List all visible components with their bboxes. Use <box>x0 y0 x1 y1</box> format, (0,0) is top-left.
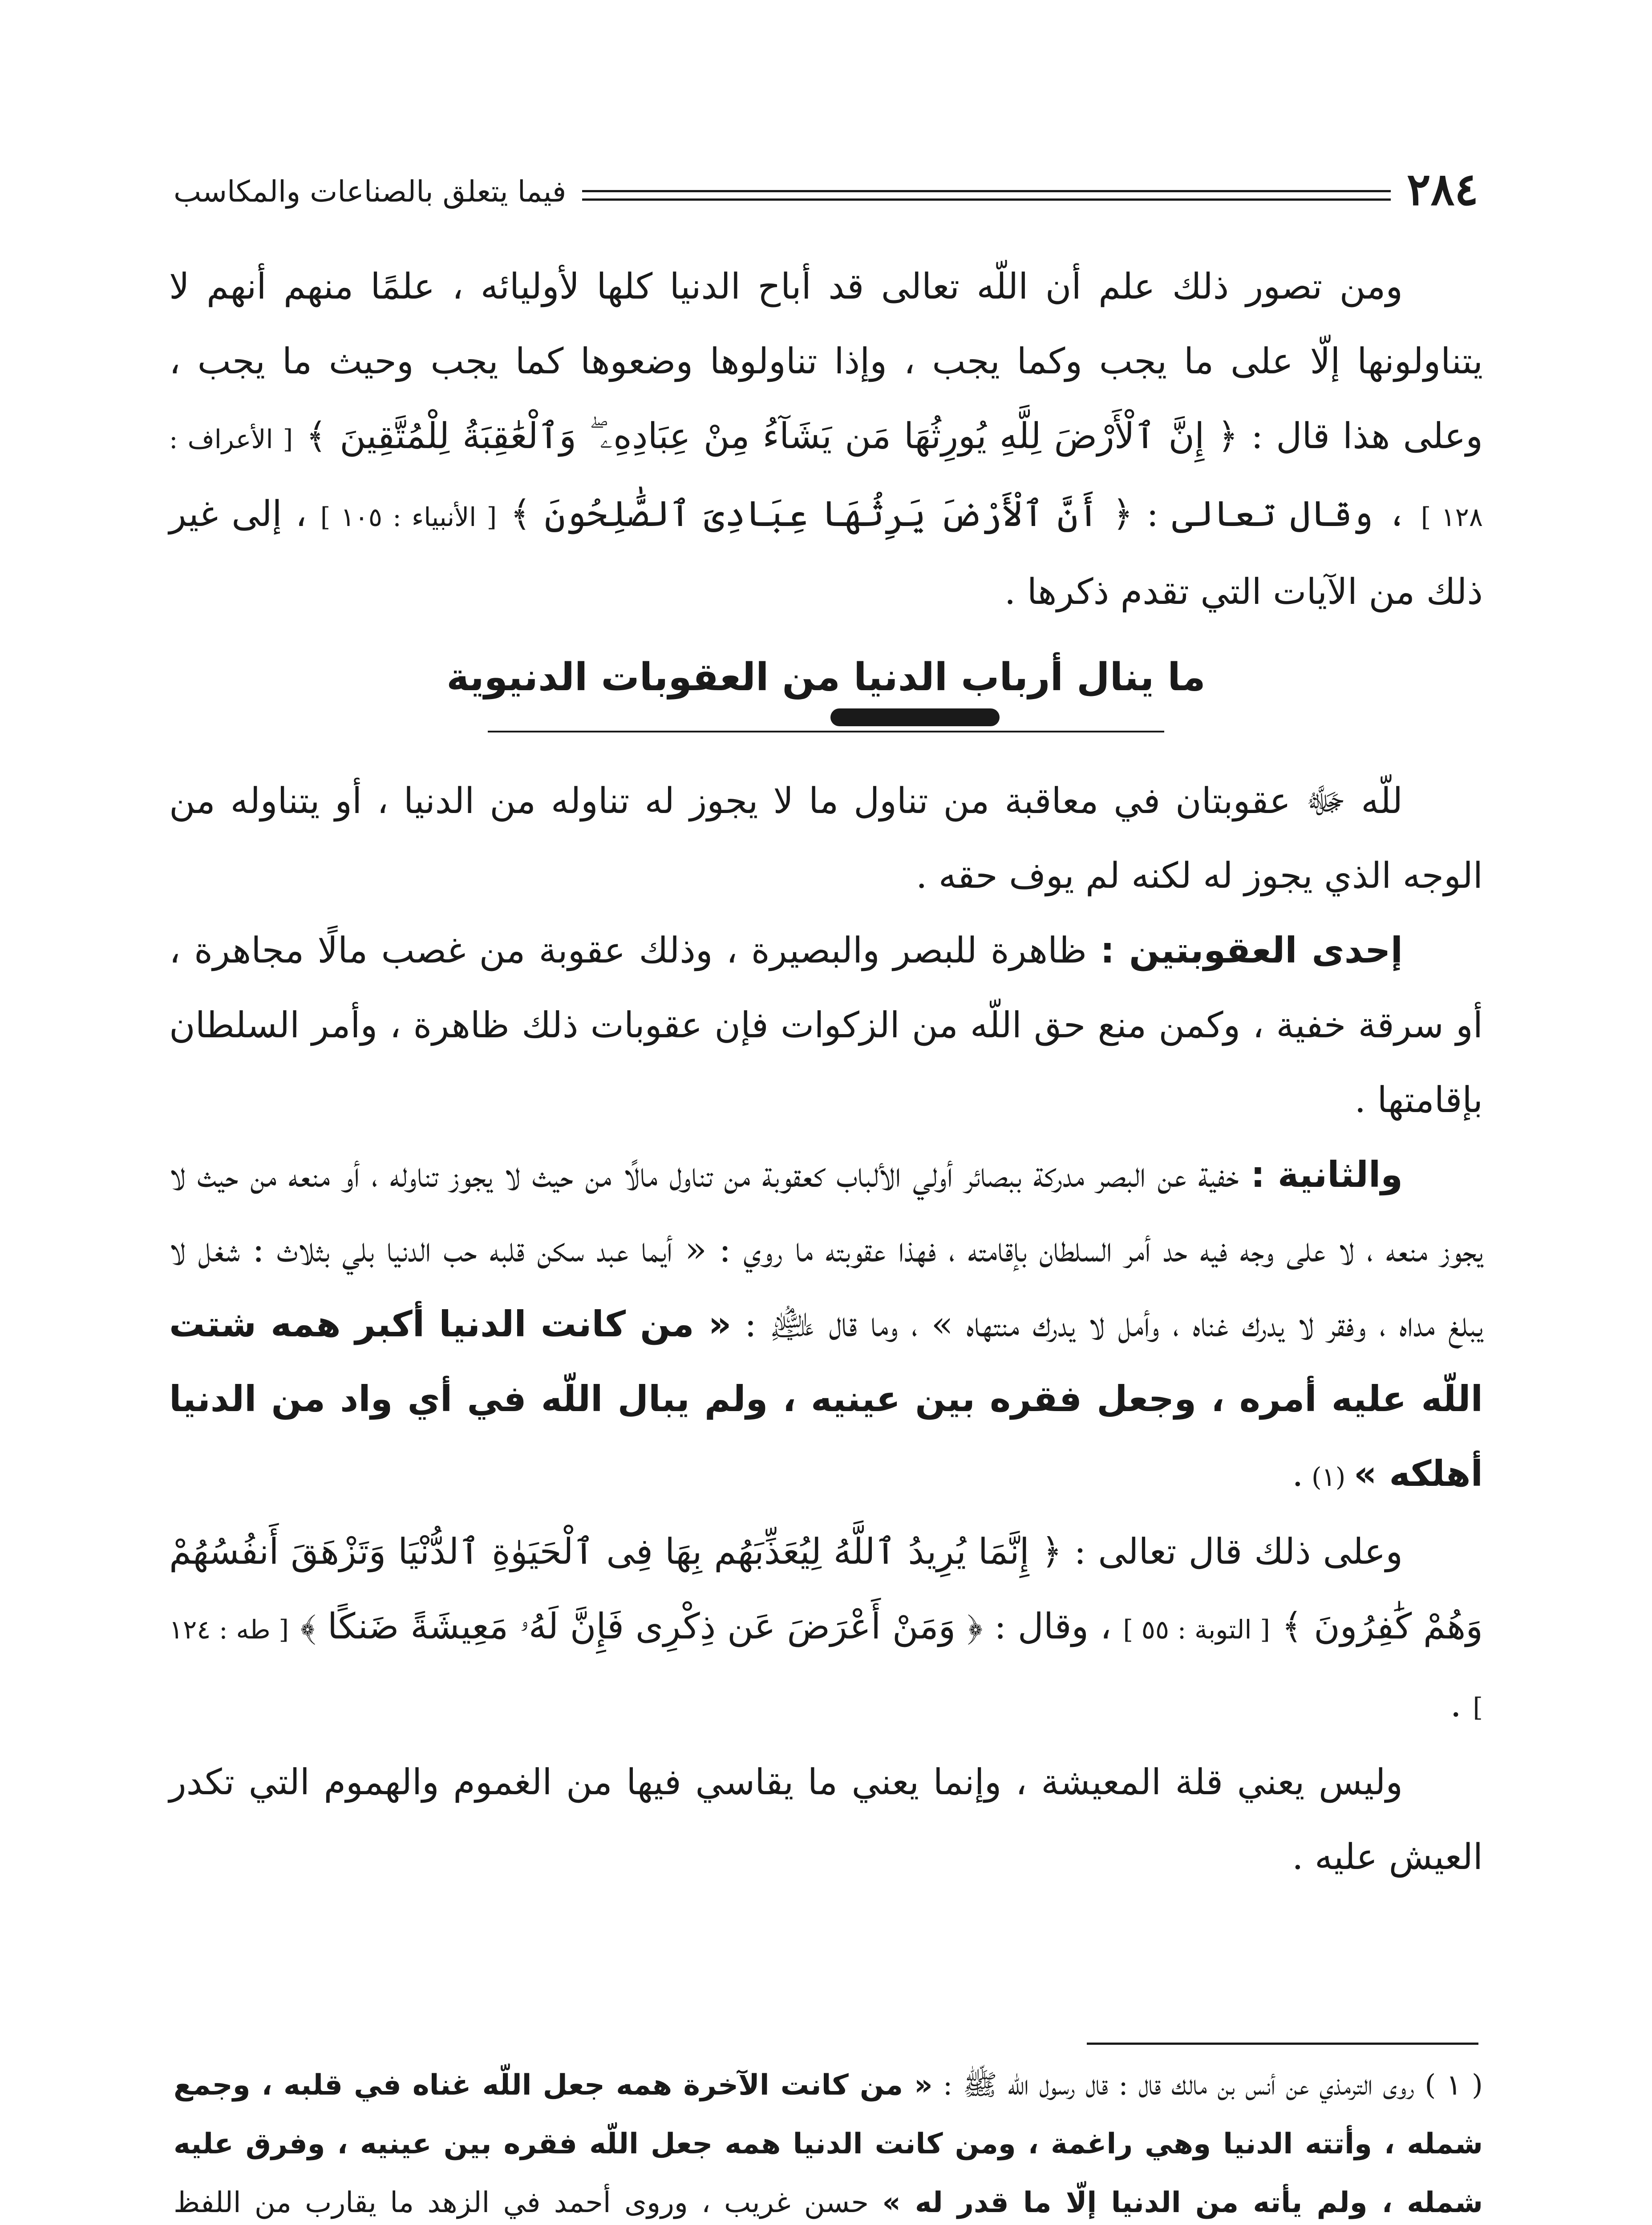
intro-text-2: ، وقال تعالى : ﴿ أَنَّ ٱلْأَرْضَ يَرِثُهَا عِبَادِىَ ٱلصَّٰلِحُونَ ﴾ <box>497 493 1421 534</box>
quran-reference: [ التوبة : ٥٥ ] <box>1123 1614 1270 1645</box>
heading-underline <box>488 731 1164 732</box>
paragraph-text: وعلى ذلك قال تعالى : ﴿ إِنَّمَا يُرِيدُ ٱللَّهُ لِيُعَذِّبَهُم بِهَا فِى ٱلْحَيَوٰةِ ٱلدُّنْيَا وَتَزْهَقَ أَنفُسُهُمْ وَهُمْ كَٰفِرُونَ ﴾ <box>169 1531 1483 1647</box>
footnote-source: حسن غريب ، وروى أحمد في الزهد ما يقارب من اللفظ <box>174 2186 869 2219</box>
quran-reference: [ الأنبياء : ١٠٥ ] <box>320 502 497 532</box>
footnote-text: ( ١ ) روى الترمذي عن أنس بن مالك قال : قال رسول اللّه ﷺ : <box>932 2069 1483 2102</box>
footnote-rule <box>1087 2043 1478 2045</box>
paragraph-end: . <box>1450 1683 1473 1725</box>
running-header <box>174 158 1478 220</box>
paragraph-text-2: ، وقال : ﴿ وَمَنْ أَعْرَضَ عَن ذِكْرِى فَإِنَّ لَهُۥ مَعِيشَةً ضَنكًا ﴾ <box>289 1606 1123 1647</box>
header-rule <box>582 190 1391 201</box>
footnote-hadith: « من كانت الآخرة همه جعل اللّه غناه في قلبه ، وجمع شمله ، وأتته الدنيا وهي راغمة ، ومن كانت الدنيا همه جعل اللّه فقره بين عينيه ، وفرق عليه شمله ، ولم يأته من الدنيا إلّا ما قدر له » <box>174 2069 1483 2219</box>
body-text <box>169 249 1483 1894</box>
paragraph-meaning: وليس يعني قلة المعيشة ، وإنما يعني ما يقاسي فيها من الغموم والهموم التي تكدر العيش عليه . <box>169 1761 1483 1878</box>
intro-text: ومن تصور ذلك علم أن اللّه تعالى قد أباح الدنيا كلها لأوليائه ، علمًا منهم أنهم لا يتناولونها إلّا على ما يجب وكما يجب ، وإذا تناولوها وضعوها كما يجب وحيث ما يجب ، وعلى هذا قال : ﴿ إِنَّ ٱلْأَرْضَ لِلَّهِ يُورِثُهَا مَن يَشَآءُ مِنْ عِبَادِهِۦ ۖ وَٱلْعَٰقِبَةُ لِلْمُتَّقِينَ ﴾ <box>169 266 1483 457</box>
quran-reference: [ الأعراف : ١٢٨ ] <box>169 424 1483 532</box>
footnote-marker: (١) <box>1303 1462 1354 1493</box>
paragraph-first-punishment <box>169 913 1483 1137</box>
footnotes <box>174 2056 1483 2225</box>
section-heading: ما ينال أرباب الدنيا من العقوبات الدنيوية <box>446 655 1206 700</box>
running-title: فيما يتعلق بالصناعات والمكاسب <box>174 174 567 209</box>
hadith-quote: « من كانت الدنيا أكبر همه شتت اللّه عليه أمره ، وجعل فقره بين عينيه ، ولم يبال اللّه في أي واد من الدنيا أهلكه » <box>169 1303 1483 1495</box>
intro-paragraph <box>169 249 1483 629</box>
paragraph-second-punishment <box>169 1137 1483 1514</box>
lead-term: والثانية : <box>1251 1154 1403 1196</box>
paragraph-two-punishments: للّه ﷻ عقوبتان في معاقبة من تناول ما لا يجوز له تناوله من الدنيا ، أو يتناوله من الوجه الذي يجوز له لكنه لم يوف حقه . <box>169 780 1483 897</box>
paragraph-verses <box>169 1514 1483 1745</box>
lead-term: إحدى العقوبتين : <box>1100 930 1403 971</box>
footnote-1 <box>174 2056 1483 2225</box>
paragraph-text: خفية عن البصر مدركة ببصائر أولي الألباب كعقوبة من تناول مالًا من حيث لا يجوز تناوله ، أو منعه من حيث لا يجوز منعه ، لا على وجه فيه حد أمر السلطان بإقامته ، فهذا عقوبته ما روي : « أيما عبد سكن قلبه حب الدنيا بلي بثلاث : شغل لا يبلغ مداه ، وفقر لا يدرك غناه ، وأمل لا يدرك منتهاه » ، وما قال ﵇ : <box>169 1154 1483 1345</box>
intro-text-3: ، إلى غير ذلك من الآيات التي تقدم ذكرها . <box>169 493 1483 612</box>
heading-ornament-bar <box>830 708 1000 726</box>
quran-reference: [ طه : ١٢٤ ] <box>169 1614 1483 1723</box>
page-number: ٢٨٤ <box>1406 163 1478 215</box>
paragraph-text: ظاهرة للبصر والبصيرة ، وذلك عقوبة من غصب مالًا مجاهرة ، أو سرقة خفية ، وكمن منع حق اللّه من الزكوات فإن عقوبات ذلك ظاهرة ، وأمر السلطان بإقامتها . <box>169 930 1483 1121</box>
paragraph-end: . <box>1292 1453 1304 1495</box>
